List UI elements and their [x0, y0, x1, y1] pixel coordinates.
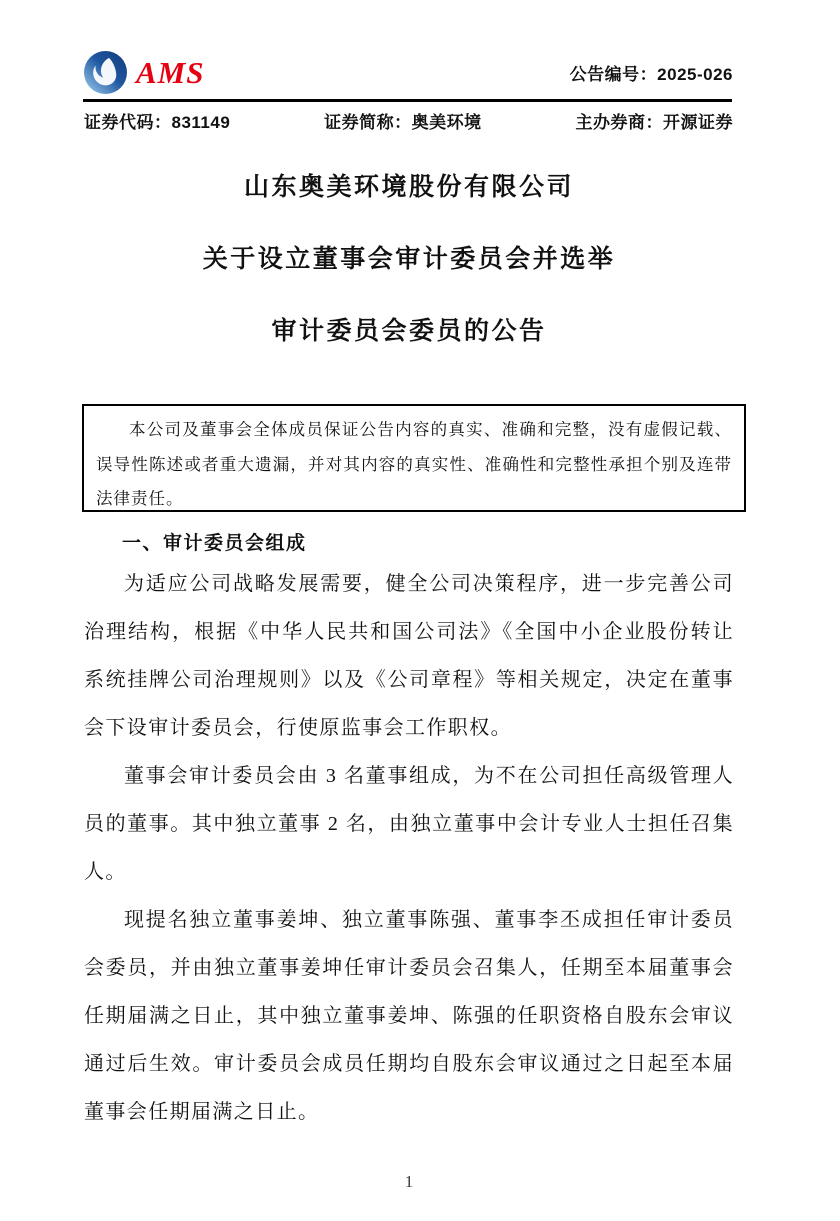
document-header: [84, 48, 733, 96]
blue-swirl-globe-icon: [84, 51, 127, 94]
page-number: 1: [404, 1172, 414, 1191]
body-paragraph: 现提名独立董事姜坤、独立董事陈强、董事李丕成担任审计委员会委员，并由独立董事姜坤任审计委员会召集人，任期至本届董事会任期届满之日止，其中独立董事姜坤、陈强的任职资格自股东会审议通过后生效。审计委员会成员任期均自股东会审议通过之日起至本届董事会任期届满之日止。: [84, 909, 734, 1123]
header-divider: [83, 99, 732, 102]
securities-info-row: [84, 108, 733, 133]
title-line: 审计委员会委员的公告: [271, 318, 547, 345]
body-paragraph: 为适应公司战略发展需要，健全公司决策程序，进一步完善公司治理结构，根据《中华人民共和国公司法》《全国中小企业股份转让系统挂牌公司治理规则》以及《公司章程》等相关规定，决定在董事会下设审计委员会，行使原监事会工作职权。: [84, 573, 734, 739]
body-paragraphs: [84, 560, 734, 1136]
securities-code: 证券代码：831149: [84, 113, 231, 132]
securities-abbreviation: 证券简称：奥美环境: [324, 113, 482, 132]
disclaimer-box: [82, 404, 746, 512]
disclaimer-text: 本公司及董事会全体成员保证公告内容的真实、准确和完整，没有虚假记载、误导性陈述或者重大遗漏，并对其内容的真实性、准确性和完整性承担个别及连带法律责任。: [96, 420, 732, 508]
logo-wordmark: AMS: [136, 54, 205, 90]
document-title: [84, 152, 734, 368]
section-heading: 一、审计委员会组成: [122, 533, 307, 554]
body-paragraph: 董事会审计委员会由 3 名董事组成，为不在公司担任高级管理人员的董事。其中独立董事 2 名，由独立董事中会计专业人士担任召集人。: [84, 765, 734, 883]
sponsor-broker: 主办券商：开源证券: [575, 113, 733, 132]
announcement-number: 公告编号：2025-026: [569, 64, 733, 84]
company-logo: [84, 51, 204, 94]
title-line: 关于设立董事会审计委员会并选举: [202, 246, 616, 273]
title-line: 山东奥美环境股份有限公司: [243, 174, 574, 201]
